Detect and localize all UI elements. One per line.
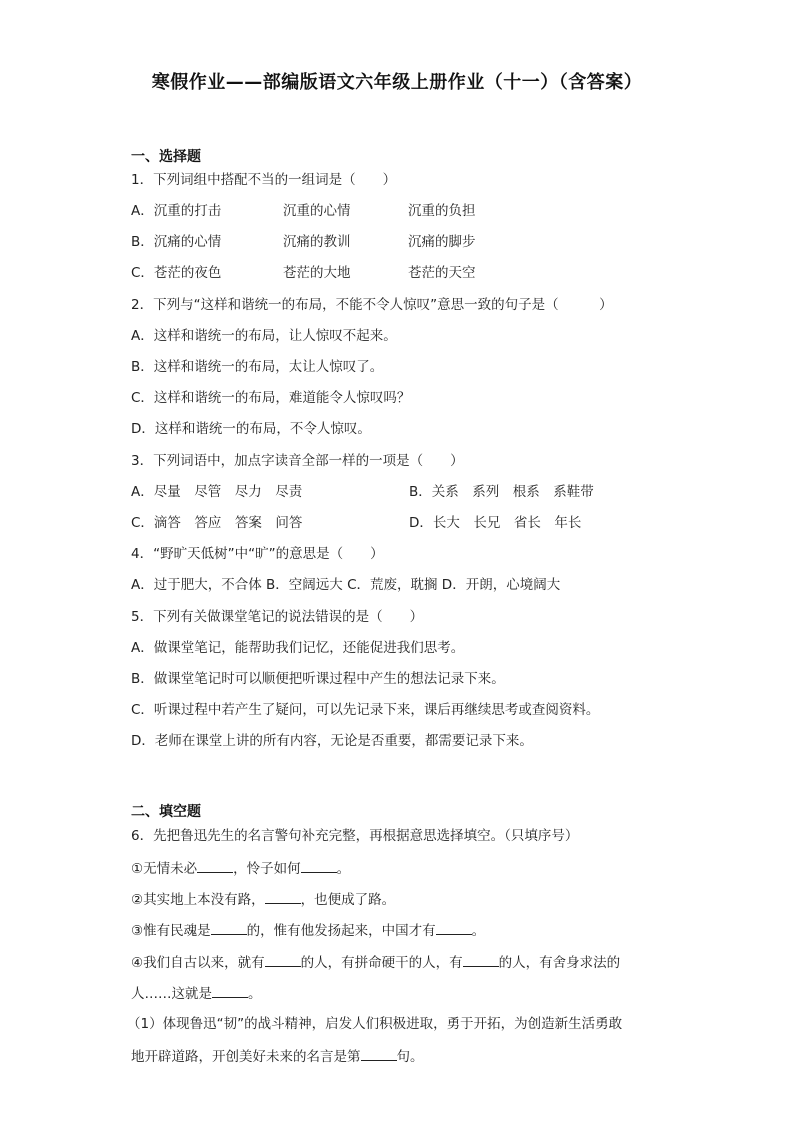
q6-line-1-part-c: 。 <box>336 861 351 877</box>
q6-line-3-part-c: 。 <box>471 923 486 939</box>
q3-option-c: C．滴答 答应 答案 问答 <box>131 515 303 531</box>
q6-line-3 <box>131 920 485 940</box>
q6-line-1-part-a: ①无情未必 <box>131 861 198 877</box>
q6-part-1-line-b <box>131 1046 424 1066</box>
q5-option-b: B．做课堂笔记时可以顺便把听课过程中产生的想法记录下来。 <box>131 671 505 687</box>
question-3-stem: 3．下列词语中，加点字读音全部一样的一项是（ ） <box>131 453 464 469</box>
section-heading-choice: 一、选择题 <box>131 149 201 165</box>
q6-line-1 <box>131 858 350 878</box>
question-2-stem: 2．下列与“这样和谐统一的布局，不能不令人惊叹”意思一致的句子是（ ） <box>131 297 613 313</box>
q2-option-b: B．这样和谐统一的布局，太让人惊叹了。 <box>131 359 384 375</box>
q6-part-1-end: 句。 <box>396 1049 424 1065</box>
q1-option-a-2: 沉重的心情 <box>283 203 351 219</box>
question-5-stem: 5．下列有关做课堂笔记的说法错误的是（ ） <box>131 609 424 625</box>
q6-part-1-text: 地开辟道路，开创美好未来的名言是第 <box>131 1049 361 1065</box>
q6-line-5-part-a: 人……这就是 <box>131 986 212 1002</box>
q6-line-5-part-b: 。 <box>248 986 262 1002</box>
q5-option-c: C．听课过程中若产生了疑问，可以先记录下来，课后再继续思考或查阅资料。 <box>131 702 600 718</box>
q1-option-a-3: 沉重的负担 <box>408 203 476 219</box>
q6-line-1-part-b: ，怜子如何 <box>233 861 301 877</box>
answer-blank[interactable] <box>463 952 499 967</box>
q3-option-b: B．关系 系列 根系 系鞋带 <box>409 484 594 500</box>
q6-line-4-part-b: 的人，有拼命硬干的人，有 <box>300 955 463 971</box>
q1-option-c-3: 苍茫的天空 <box>408 265 476 281</box>
q6-line-4-part-c: 的人，有舍身求法的 <box>498 955 621 971</box>
q6-line-4 <box>131 952 620 972</box>
q6-line-3-part-b: 的，惟有他发扬起来，中国才有 <box>246 923 436 939</box>
answer-blank[interactable] <box>361 1046 397 1061</box>
q5-option-a: A．做课堂笔记，能帮助我们记忆，还能促进我们思考。 <box>131 640 465 656</box>
answer-blank[interactable] <box>211 920 247 935</box>
q2-option-c: C．这样和谐统一的布局，难道能令人惊叹吗？ <box>131 390 411 406</box>
q2-option-a: A．这样和谐统一的布局，让人惊叹不起来。 <box>131 328 397 344</box>
q4-options: A．过于肥大，不合体 B．空阔远大 C．荒废，耽搁 D．开朗，心境阔大 <box>131 577 561 593</box>
q6-line-3-part-a: ③惟有民魂是 <box>131 923 211 939</box>
q3-option-a: A．尽量 尽管 尽力 尽责 <box>131 484 303 500</box>
q6-part-1-line-a: （1）体现鲁迅“韧”的战斗精神，启发人们积极进取，勇于开拓，为创造新生活勇敢 <box>127 1016 623 1032</box>
q1-option-a-1: A．沉重的打击 <box>131 203 222 219</box>
answer-blank[interactable] <box>301 858 337 873</box>
section-heading-fill: 二、填空题 <box>131 804 201 820</box>
question-4-stem: 4．“野旷天低树”中“旷”的意思是（ ） <box>131 546 384 562</box>
q6-line-4-part-a: ④我们自古以来，就有 <box>131 955 265 971</box>
q1-option-b-2: 沉痛的教训 <box>283 234 351 250</box>
q1-option-c-2: 苍茫的大地 <box>283 265 351 281</box>
q1-option-b-3: 沉痛的脚步 <box>408 234 476 250</box>
q5-option-d: D．老师在课堂上讲的所有内容，无论是否重要，都需要记录下来。 <box>131 733 533 749</box>
q1-option-b-1: B．沉痛的心情 <box>131 234 222 250</box>
answer-blank[interactable] <box>265 889 301 904</box>
q6-line-2 <box>131 889 395 909</box>
q2-option-d: D．这样和谐统一的布局，不令人惊叹。 <box>131 421 371 437</box>
q6-line-5 <box>131 983 262 1003</box>
q6-line-2-part-a: ②其实地上本没有路， <box>131 892 265 908</box>
document-title: 寒假作业——部编版语文六年级上册作业（十一）（含答案） <box>151 72 643 93</box>
answer-blank[interactable] <box>197 858 233 873</box>
answer-blank[interactable] <box>265 952 301 967</box>
q3-option-d: D．长大 长兄 省长 年长 <box>409 515 582 531</box>
answer-blank[interactable] <box>436 920 472 935</box>
q6-line-2-part-b: ，也便成了路。 <box>300 892 396 908</box>
question-1-stem: 1．下列词组中搭配不当的一组词是（ ） <box>131 172 397 188</box>
q1-option-c-1: C．苍茫的夜色 <box>131 265 222 281</box>
answer-blank[interactable] <box>212 983 248 998</box>
question-6-stem: 6．先把鲁迅先生的名言警句补充完整，再根据意思选择填空。（只填序号） <box>131 828 579 844</box>
